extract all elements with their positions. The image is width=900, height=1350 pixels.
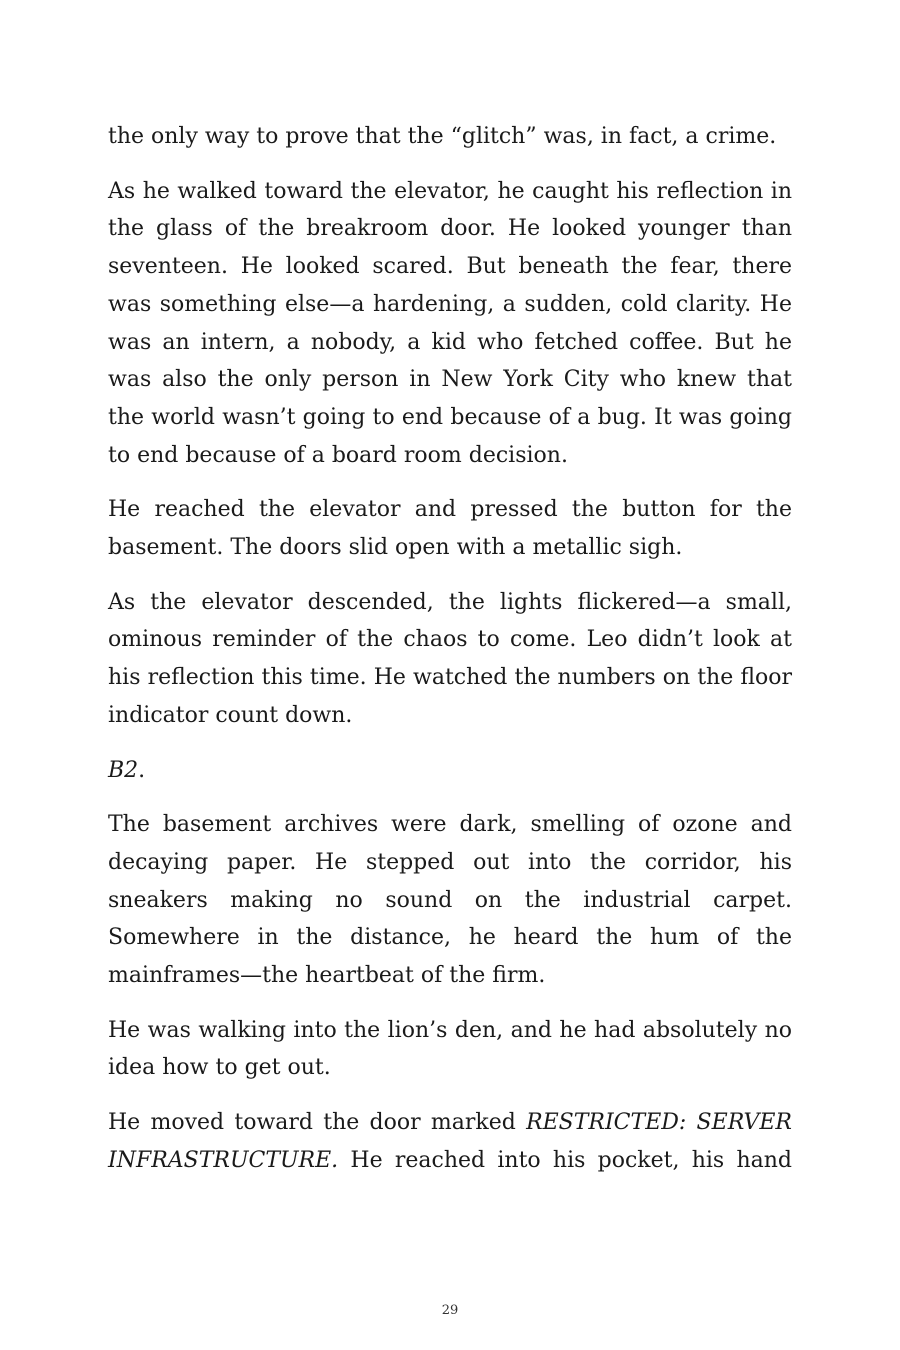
paragraph-8-start: He moved toward the door marked <box>108 1110 527 1136</box>
paragraph-7: He was walking into the lion’s den, and he had absolutely no idea how to get out. <box>108 1017 792 1081</box>
paragraph-8 <box>108 1104 792 1179</box>
paragraph-8-end: He reached into his pocket, his hand <box>338 1147 792 1173</box>
floor-label-italic: B2 <box>108 757 139 783</box>
paragraph-1: the only way to prove that the “glitch” was, in fact, a crime. <box>108 124 777 149</box>
door-sign-italic: RESTRICTED: SERVER INFRASTRUCTURE. <box>108 1110 792 1173</box>
paragraph-4: As the elevator descended, the lights flickered—a small, ominous reminder of the chaos to come. Leo didn’t look at his reflection this time. He watched the numbers on the floor indicator count down. <box>108 589 792 728</box>
paragraph-6: The basement archives were dark, smelling of ozone and decaying paper. He stepped out into the corridor, his sneakers making no sound on the industrial carpet. Somewhere in the distance, he heard the hum of the mainframes—the heartbeat of the firm. <box>108 812 792 989</box>
page-body <box>108 118 792 1197</box>
page-number: 29 <box>441 1303 459 1318</box>
paragraph-5-tail: . <box>138 757 146 783</box>
paragraph-3: He reached the elevator and pressed the button for the basement. The doors slid open with a metallic sigh. <box>108 497 792 561</box>
paragraph-2: As he walked toward the elevator, he caught his reflection in the glass of the breakroom door. He looked younger than seventeen. He looked scared. But beneath the fear, there was something else—a hardening, a sudden, cold clarity. He was an intern, a nobody, a kid who fetched coffee. But he was also the only person in New York City who knew that the world wasn’t going to end because of a bug. It was going to end because of a board room decision. <box>108 178 792 468</box>
paragraph-5 <box>108 752 792 790</box>
